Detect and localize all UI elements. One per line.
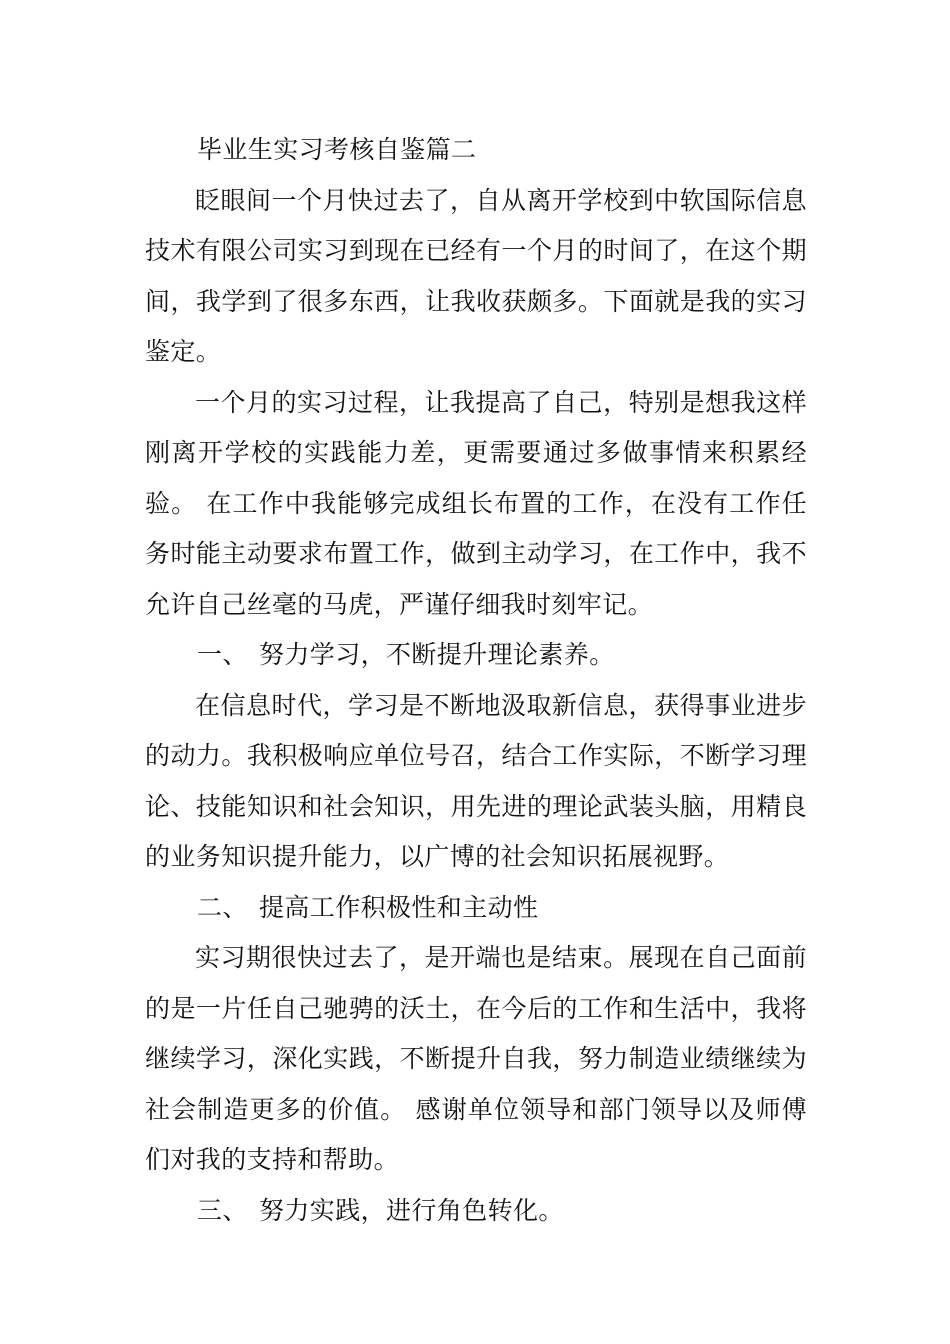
section-number-1: 一、 bbox=[197, 640, 248, 669]
section-number-2: 二、 bbox=[197, 892, 248, 922]
section-number-3: 三、 bbox=[197, 1195, 248, 1225]
paragraph-intro: 眨眼间一个月快过去了，自从离开学校到中软国际信息技术有限公司实习到现在已经有一个月的时间了，在这个期间，我学到了很多东西，让我收获颇多。下面就是我的实习鉴定。 bbox=[145, 185, 807, 366]
document-body bbox=[145, 125, 807, 1236]
section-title-3: 努力实践，进行角色转化。 bbox=[259, 1195, 564, 1225]
section-title-1: 努力学习，不断提升理论素养。 bbox=[259, 640, 615, 669]
document-title: 毕业生实习考核自鉴篇二 bbox=[197, 135, 477, 164]
section-heading-3 bbox=[145, 1186, 807, 1237]
paragraph-conclusion: 实习期很快过去了，是开端也是结束。展现在自己面前的是一片任自己驰骋的沃土，在今后的工作和生活中，我将继续学习，深化实践，不断提升自我，努力制造业绩继续为社会制造更多的价值。 感谢单位领导和部门领导以及师傅们对我的支持和帮助。 bbox=[145, 943, 807, 1174]
section-heading-2 bbox=[145, 883, 807, 934]
section-heading-1 bbox=[145, 630, 807, 681]
paragraph-internship-process: 一个月的实习过程，让我提高了自己，特别是想我这样刚离开学校的实践能力差，更需要通过多做事情来积累经验。 在工作中我能够完成组长布置的工作，在没有工作任务时能主动要求布置工作，做到主动学习，在工作中，我不允许自己丝毫的马虎，严谨仔细我时刻牢记。 bbox=[145, 387, 807, 619]
section-title-2: 提高工作积极性和主动性 bbox=[259, 892, 539, 922]
paragraph-study: 在信息时代，学习是不断地汲取新信息，获得事业进步的动力。我积极响应单位号召，结合工作实际，不断学习理论、技能知识和社会知识，用先进的理论武装头脑，用精良的业务知识提升能力，以广博的社会知识拓展视野。 bbox=[145, 690, 807, 871]
